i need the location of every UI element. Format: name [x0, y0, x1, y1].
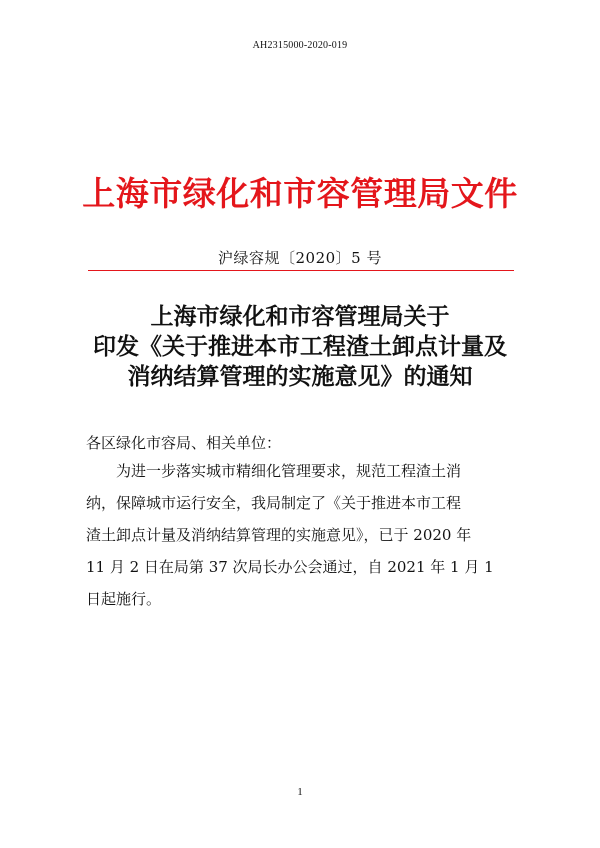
document-code: AH2315000-2020-019 [252, 40, 348, 51]
body-paragraph [86, 455, 516, 615]
issuing-authority-header: 上海市绿化和市容管理局文件 [82, 174, 518, 213]
red-separator-line [88, 270, 514, 271]
body-line-3: 渣土卸点计量及消纳结算管理的实施意见》，已于 2020 年 [86, 526, 472, 544]
document-number: 沪绿容规〔2020〕5 号 [218, 249, 382, 267]
body-line-5: 日起施行。 [86, 590, 162, 608]
notice-title-line-3: 消纳结算管理的实施意见》的通知 [127, 363, 473, 390]
notice-title [0, 302, 600, 392]
body-line-4: 11 月 2 日在局第 37 次局长办公会通过，自 2021 年 1 月 1 [86, 558, 494, 576]
notice-title-line-2: 印发《关于推进本市工程渣土卸点计量及 [93, 333, 507, 360]
body-line-1: 为进一步落实城市精细化管理要求，规范工程渣土消 [116, 462, 462, 480]
addressee: 各区绿化市容局、相关单位： [86, 434, 282, 452]
notice-title-line-1: 上海市绿化和市容管理局关于 [150, 303, 450, 330]
body-line-2: 纳，保障城市运行安全，我局制定了《关于推进本市工程 [86, 494, 462, 512]
page-number: 1 [297, 786, 303, 798]
